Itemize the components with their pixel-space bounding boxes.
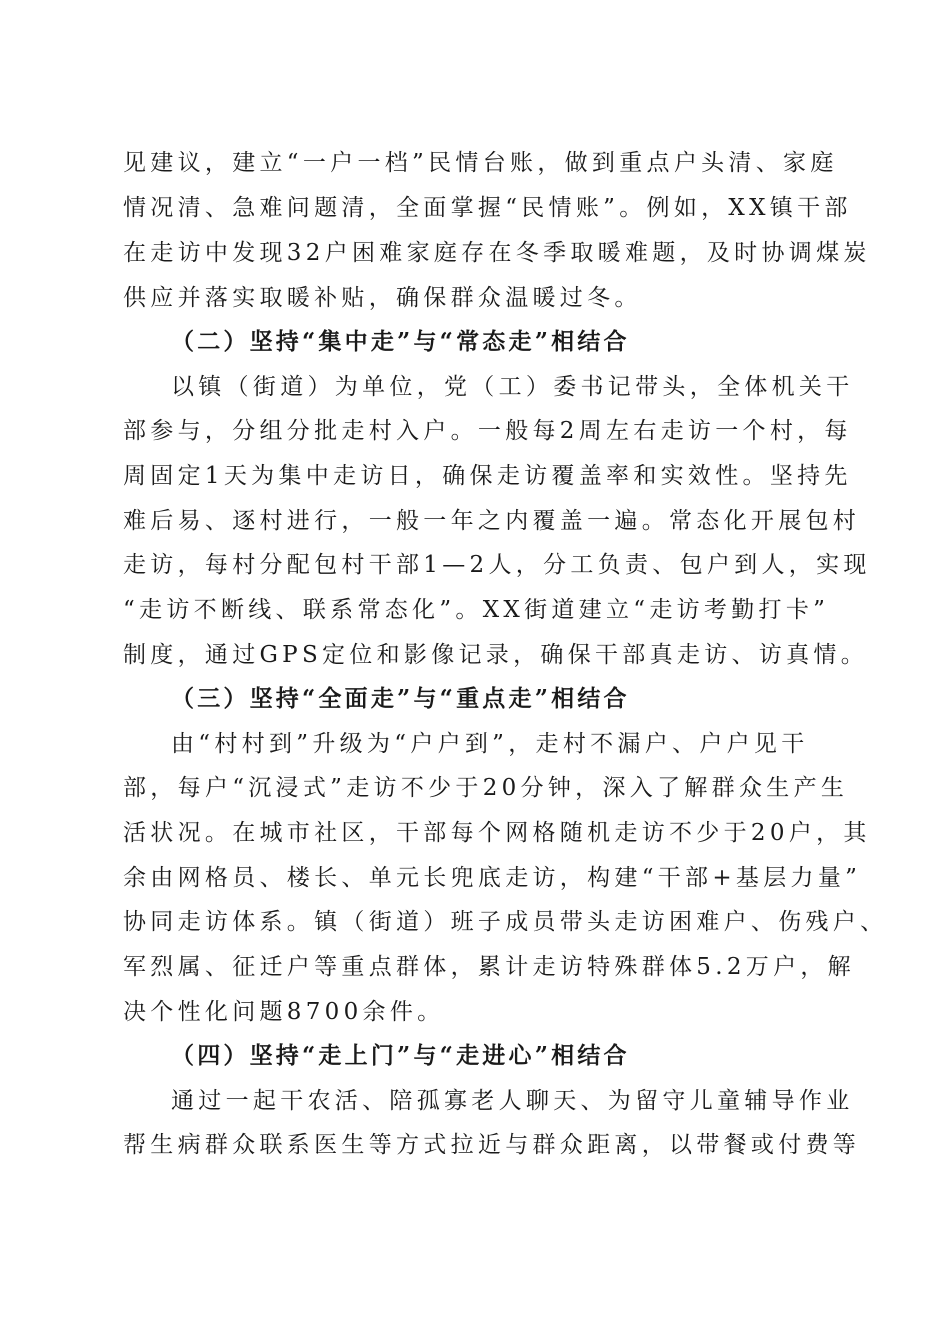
- paragraph-line: “走访不断线、联系常态化”。XX街道建立“走访考勤打卡”: [123, 597, 830, 623]
- paragraph-line: 部，每户“沉浸式”走访不少于20分钟，深入了解群众生产生: [123, 775, 849, 801]
- paragraph-line: 由“村村到”升级为“户户到”，走村不漏户、户户见干: [171, 731, 809, 757]
- paragraph-line: 决个性化问题8700余件。: [123, 999, 445, 1025]
- paragraph-line: 制度，通过GPS定位和影像记录，确保干部真走访、访真情。: [123, 642, 869, 668]
- section-heading-2: （二）坚持“集中走”与“常态走”相结合: [171, 328, 630, 355]
- paragraph-line: 在走访中发现32户困难家庭存在冬季取暖难题，及时协调煤炭: [123, 240, 871, 266]
- paragraph-line: 部参与，分组分批走村入户。一般每2周左右走访一个村，每: [123, 418, 852, 444]
- section-heading-3: （三）坚持“全面走”与“重点走”相结合: [171, 685, 630, 712]
- paragraph-line: 通过一起干农活、陪孤寡老人聊天、为留守儿童辅导作业: [171, 1088, 854, 1114]
- paragraph-line: 周固定1天为集中走访日，确保走访覆盖率和实效性。坚持先: [123, 463, 852, 489]
- paragraph-line: 协同走访体系。镇（街道）班子成员带头走访困难户、伤残户、: [123, 909, 888, 935]
- paragraph-line: 走访，每村分配包村干部1—2人，分工负责、包户到人，实现: [123, 552, 871, 578]
- paragraph-line: 难后易、逐村进行，一般一年之内覆盖一遍。常态化开展包村: [123, 508, 861, 534]
- paragraph-line: 余由网格员、楼长、单元长兜底走访，构建“干部+基层力量”: [123, 865, 862, 891]
- paragraph-line: 军烈属、征迁户等重点群体，累计走访特殊群体5.2万户，解: [123, 954, 855, 980]
- paragraph-line: 以镇（街道）为单位，党（工）委书记带头，全体机关干: [171, 374, 854, 400]
- paragraph-line: 见建议，建立“一户一档”民情台账，做到重点户头清、家庭: [123, 150, 838, 176]
- section-heading-4: （四）坚持“走上门”与“走进心”相结合: [171, 1042, 630, 1069]
- paragraph-line: 情况清、急难问题清，全面掌握“民情账”。例如，XX镇干部: [123, 195, 852, 221]
- paragraph-line: 供应并落实取暖补贴，确保群众温暖过冬。: [123, 285, 642, 311]
- paragraph-line: 活状况。在城市社区，干部每个网格随机走访不少于20户，其: [123, 820, 871, 846]
- paragraph-line: 帮生病群众联系医生等方式拉近与群众距离，以带餐或付费等: [123, 1132, 861, 1158]
